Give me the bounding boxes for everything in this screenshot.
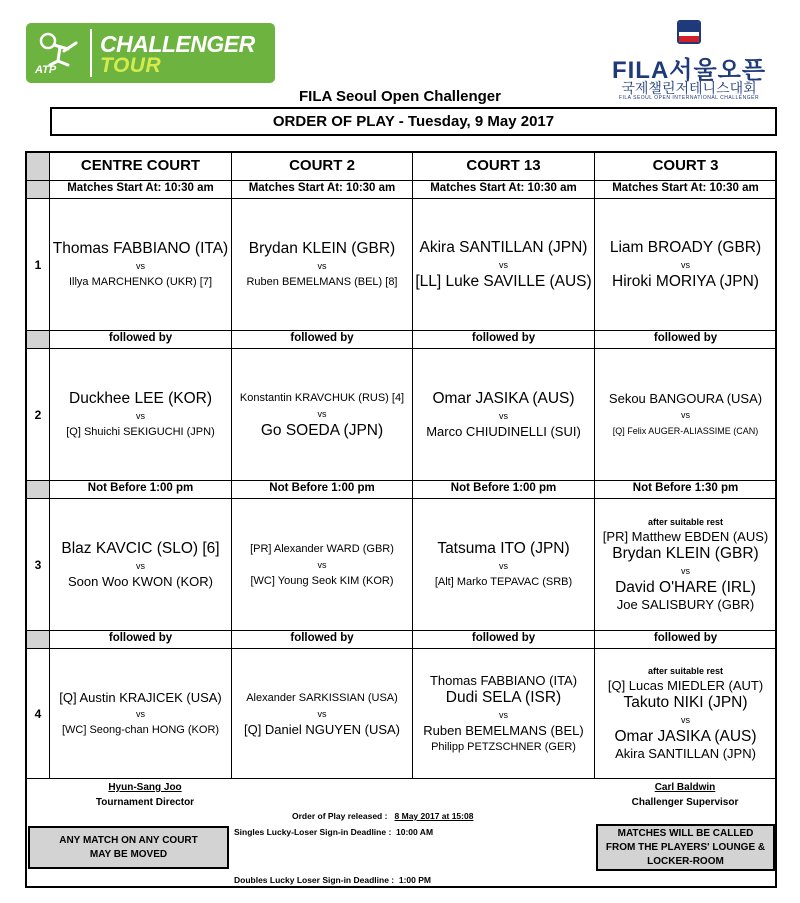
court-header: CENTRE COURT: [50, 153, 232, 181]
match-cell: [50, 349, 232, 481]
versus-label: vs: [499, 709, 508, 720]
player-name: Omar JASIKA (AUS): [432, 389, 575, 407]
versus-label: vs: [499, 560, 508, 571]
released-value: 8 May 2017 at 15:08: [394, 811, 474, 821]
player-name: Liam BROADY (GBR): [609, 238, 762, 256]
doubles-deadline: [234, 875, 431, 885]
row-header-corner: [27, 181, 50, 199]
court-header: COURT 2: [232, 153, 413, 181]
tour-text: TOUR: [100, 54, 162, 77]
player-name: Alexander SARKISSIAN (USA): [246, 691, 398, 704]
court-header: COURT 13: [413, 153, 595, 181]
order-separator: followed by: [595, 331, 777, 349]
player-name: [LL] Luke SAVILLE (AUS): [415, 272, 592, 290]
player-name: Illya MARCHENKO (UKR) [7]: [68, 275, 213, 288]
row-number: 3: [27, 499, 50, 631]
order-separator: Not Before 1:00 pm: [50, 481, 232, 499]
supervisor-title: Challenger Supervisor: [631, 797, 739, 808]
order-separator: followed by: [232, 331, 413, 349]
right-note-line2: FROM THE PLAYERS' LOUNGE &: [605, 841, 766, 853]
player-name: Dudi SELA (ISR): [445, 688, 562, 706]
challenger-supervisor: [620, 780, 750, 810]
right-note-line3: LOCKER-ROOM: [647, 855, 724, 867]
order-separator: Not Before 1:00 pm: [413, 481, 595, 499]
challenger-text: CHALLENGER: [100, 31, 255, 57]
player-name: Go SOEDA (JPN): [260, 421, 384, 439]
versus-label: vs: [317, 260, 327, 271]
player-name: Joe SALISBURY (GBR): [616, 597, 755, 612]
court-header: COURT 3: [595, 153, 777, 181]
player-name: [Q] Daniel NGUYEN (USA): [243, 721, 401, 737]
atp-brand: ATP: [35, 64, 57, 76]
player-name: Ruben BEMELMANS (BEL) [8]: [246, 275, 398, 288]
versus-label: vs: [136, 560, 145, 571]
versus-label: vs: [317, 708, 327, 719]
player-name: Brydan KLEIN (GBR): [248, 239, 396, 257]
player-name: Hiroki MORIYA (JPN): [612, 272, 759, 290]
player-name: [WC] Seong-chan HONG (KOR): [61, 723, 220, 736]
row-number: 2: [27, 349, 50, 481]
player-name: David O'HARE (IRL): [615, 579, 756, 596]
matches-start-time: Matches Start At: 10:30 am: [232, 181, 413, 199]
matches-start-time: Matches Start At: 10:30 am: [595, 181, 777, 199]
player-name: [Q] Austin KRAJICEK (USA): [59, 689, 222, 705]
atp-challenger-logo: [26, 23, 275, 83]
match-cell: [50, 199, 232, 331]
singles-value: 10:00 AM: [396, 827, 434, 837]
row-header-corner: [27, 331, 50, 349]
player-name: [Q] Shuichi SEKIGUCHI (JPN): [66, 425, 215, 438]
order-separator: followed by: [595, 631, 777, 649]
fila-tiny-caption: FILA SEOUL OPEN INTERNATIONAL CHALLENGER: [618, 95, 760, 101]
versus-label: vs: [317, 408, 327, 419]
order-separator: Not Before 1:30 pm: [595, 481, 777, 499]
match-cell: [595, 499, 777, 631]
player-name: [Alt] Marko TEPAVAC (SRB): [434, 575, 573, 588]
match-cell: [50, 499, 232, 631]
versus-label: vs: [136, 260, 145, 271]
player-name: Philipp PETZSCHNER (GER): [431, 740, 576, 753]
player-name: Marco CHIUDINELLI (SUI): [426, 423, 581, 439]
tournament-name: FILA Seoul Open Challenger: [299, 88, 501, 105]
left-note-line2: MAY BE MOVED: [89, 848, 168, 860]
match-cell: [413, 349, 595, 481]
player-name: Blaz KAVCIC (SLO) [6]: [61, 539, 220, 557]
player-name: [Q] Felix AUGER-ALIASSIME (CAN): [612, 425, 759, 436]
player-name: Omar JASIKA (AUS): [614, 728, 757, 745]
any-match-moved-note: [28, 826, 229, 869]
match-cell: [232, 199, 413, 331]
supervisor-name: Carl Baldwin: [654, 782, 716, 793]
versus-label: vs: [681, 566, 690, 576]
versus-label: vs: [136, 410, 145, 421]
fila-subtitle: 국제챌린저테니스대회: [621, 80, 757, 96]
order-separator: followed by: [413, 631, 595, 649]
order-separator: Not Before 1:00 pm: [232, 481, 413, 499]
player-name: Sekou BANGOURA (USA): [608, 390, 763, 406]
match-cell: [413, 199, 595, 331]
player-name: Akira SANTILLAN (JPN): [615, 746, 756, 761]
director-name: Hyun-Sang Joo: [108, 782, 182, 793]
released-line: [292, 811, 473, 821]
matches-start-time: Matches Start At: 10:30 am: [50, 181, 232, 199]
versus-label: vs: [499, 259, 508, 270]
row-number: 4: [27, 649, 50, 779]
versus-label: vs: [681, 409, 690, 420]
match-cell: [232, 649, 413, 779]
player-name: Akira SANTILLAN (JPN): [419, 238, 588, 256]
doubles-value: 1:00 PM: [398, 875, 431, 885]
versus-label: vs: [499, 410, 508, 421]
logo-divider: [90, 29, 92, 77]
row-header-corner: [27, 631, 50, 649]
left-note-line1: ANY MATCH ON ANY COURT: [59, 834, 198, 846]
versus-label: vs: [136, 708, 145, 719]
player-name: Thomas FABBIANO (ITA): [429, 672, 578, 688]
player-name: [PR] Matthew EBDEN (AUS): [602, 529, 769, 544]
match-cell: [50, 649, 232, 779]
versus-label: vs: [681, 715, 690, 725]
order-separator: followed by: [232, 631, 413, 649]
player-name: Duckhee LEE (KOR): [69, 389, 212, 407]
singles-deadline: [234, 827, 433, 837]
order-of-play-title: ORDER OF PLAY - Tuesday, 9 May 2017: [50, 107, 777, 136]
player-name: [WC] Young Seok KIM (KOR): [250, 574, 394, 587]
versus-label: vs: [317, 559, 327, 570]
row-number: 1: [27, 199, 50, 331]
match-cell: [595, 199, 777, 331]
released-label: Order of Play released :: [292, 811, 388, 821]
versus-label: vs: [681, 259, 690, 270]
match-cell: [232, 349, 413, 481]
player-name: Soon Woo KWON (KOR): [68, 573, 213, 589]
row-header-corner: [27, 481, 50, 499]
row-header-corner: [27, 153, 50, 181]
right-note-line1: MATCHES WILL BE CALLED: [617, 827, 754, 839]
fila-emblem-icon: [677, 20, 701, 44]
match-cell: [232, 499, 413, 631]
doubles-label: Doubles Lucky Loser Sign-in Deadline :: [234, 875, 395, 885]
player-name: Tatsuma ITO (JPN): [437, 539, 570, 557]
order-separator: followed by: [50, 331, 232, 349]
player-name: Thomas FABBIANO (ITA): [52, 239, 229, 257]
player-name: Konstantin KRAVCHUK (RUS) [4]: [239, 391, 405, 404]
player-name: [Q] Lucas MIEDLER (AUT): [607, 678, 764, 693]
player-name: Brydan KLEIN (GBR): [612, 545, 759, 562]
match-cell: [595, 349, 777, 481]
tournament-director: [80, 780, 210, 810]
matches-called-note: [596, 824, 775, 871]
order-of-play-grid: [25, 151, 777, 888]
singles-label: Singles Lucky-Loser Sign-in Deadline :: [234, 827, 392, 837]
order-separator: followed by: [50, 631, 232, 649]
match-cell: [595, 649, 777, 779]
rest-note: after suitable rest: [647, 517, 724, 527]
fila-title: FILA서울오픈: [611, 57, 767, 84]
director-title: Tournament Director: [95, 797, 195, 808]
player-name: Ruben BEMELMANS (BEL): [423, 722, 584, 738]
matches-start-time: Matches Start At: 10:30 am: [413, 181, 595, 199]
player-name: Takuto NIKI (JPN): [623, 694, 748, 711]
player-name: [PR] Alexander WARD (GBR): [250, 542, 394, 555]
match-cell: [413, 649, 595, 779]
rest-note: after suitable rest: [647, 666, 724, 676]
order-separator: followed by: [413, 331, 595, 349]
match-cell: [413, 499, 595, 631]
